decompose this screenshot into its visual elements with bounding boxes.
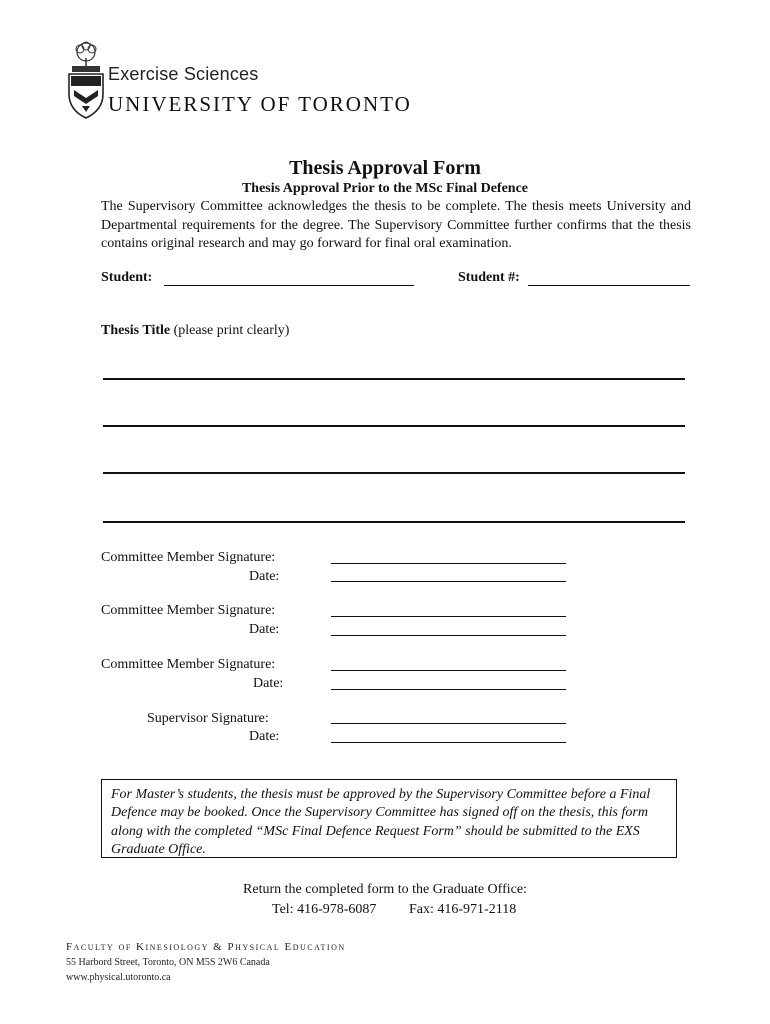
supervisor-date-field[interactable] — [331, 742, 566, 743]
thesis-title-line-2[interactable] — [103, 425, 685, 427]
thesis-title-heading — [101, 323, 289, 339]
footer-website: www.physical.utoronto.ca — [66, 972, 171, 983]
telephone-number: Tel: 416-978-6087 — [272, 902, 377, 917]
supervisor-signature-label: Supervisor Signature: — [147, 711, 269, 726]
student-name-field[interactable] — [164, 285, 414, 286]
student-label: Student: — [101, 270, 153, 285]
committee-member-2-signature-field[interactable] — [331, 616, 566, 617]
student-number-label: Student #: — [458, 270, 520, 285]
committee-member-1-date-field[interactable] — [331, 581, 566, 582]
university-crest-logo — [66, 40, 106, 124]
page-title: Thesis Approval Form — [289, 157, 481, 179]
committee-member-3-date-field[interactable] — [331, 689, 566, 690]
committee-member-1-signature-label: Committee Member Signature: — [101, 550, 276, 565]
thesis-title-line-4[interactable] — [103, 521, 685, 523]
thesis-title-label: Thesis Title — [101, 323, 171, 338]
committee-member-3-date-label: Date: — [253, 676, 284, 691]
committee-member-2-date-field[interactable] — [331, 635, 566, 636]
intro-paragraph: The Supervisory Committee acknowledges the thesis to be complete. The thesis meets University and Departmental requirements for the degree. The Supervisory Committee further confirms that the thesis contains original research and may go forward for final oral examination. — [101, 199, 691, 251]
thesis-title-line-1[interactable] — [103, 378, 685, 380]
supervisor-date-label: Date: — [249, 729, 280, 744]
return-instructions: Return the completed form to the Graduate Office: — [243, 882, 527, 897]
committee-member-1-date-label: Date: — [249, 569, 280, 584]
thesis-title-line-3[interactable] — [103, 472, 685, 474]
student-number-field[interactable] — [528, 285, 690, 286]
footer-faculty-name: Faculty of Kinesiology & Physical Education — [66, 941, 346, 953]
fax-number: Fax: 416-971-2118 — [409, 902, 517, 917]
footer-address: 55 Harbord Street, Toronto, ON M5S 2W6 Canada — [66, 957, 270, 968]
thesis-title-hint: (please print clearly) — [173, 323, 290, 338]
page-subtitle: Thesis Approval Prior to the MSc Final Defence — [241, 181, 529, 196]
committee-member-2-signature-label: Committee Member Signature: — [101, 603, 276, 618]
supervisor-signature-field[interactable] — [331, 723, 566, 724]
committee-member-3-signature-field[interactable] — [331, 670, 566, 671]
committee-member-3-signature-label: Committee Member Signature: — [101, 657, 276, 672]
committee-member-1-signature-field[interactable] — [331, 563, 566, 564]
department-name: Exercise Sciences — [108, 64, 259, 84]
university-name: UNIVERSITY OF TORONTO — [108, 92, 412, 116]
notice-box: For Master’s students, the thesis must be approved by the Supervisory Committee before a Final Defence may be booked. Once the Supervisory Committee has signed off on the thesis, this form along with the completed “MSc Final Defence Request Form” should be submitted to the EXS Graduate Office. — [101, 779, 677, 858]
committee-member-2-date-label: Date: — [249, 622, 280, 637]
